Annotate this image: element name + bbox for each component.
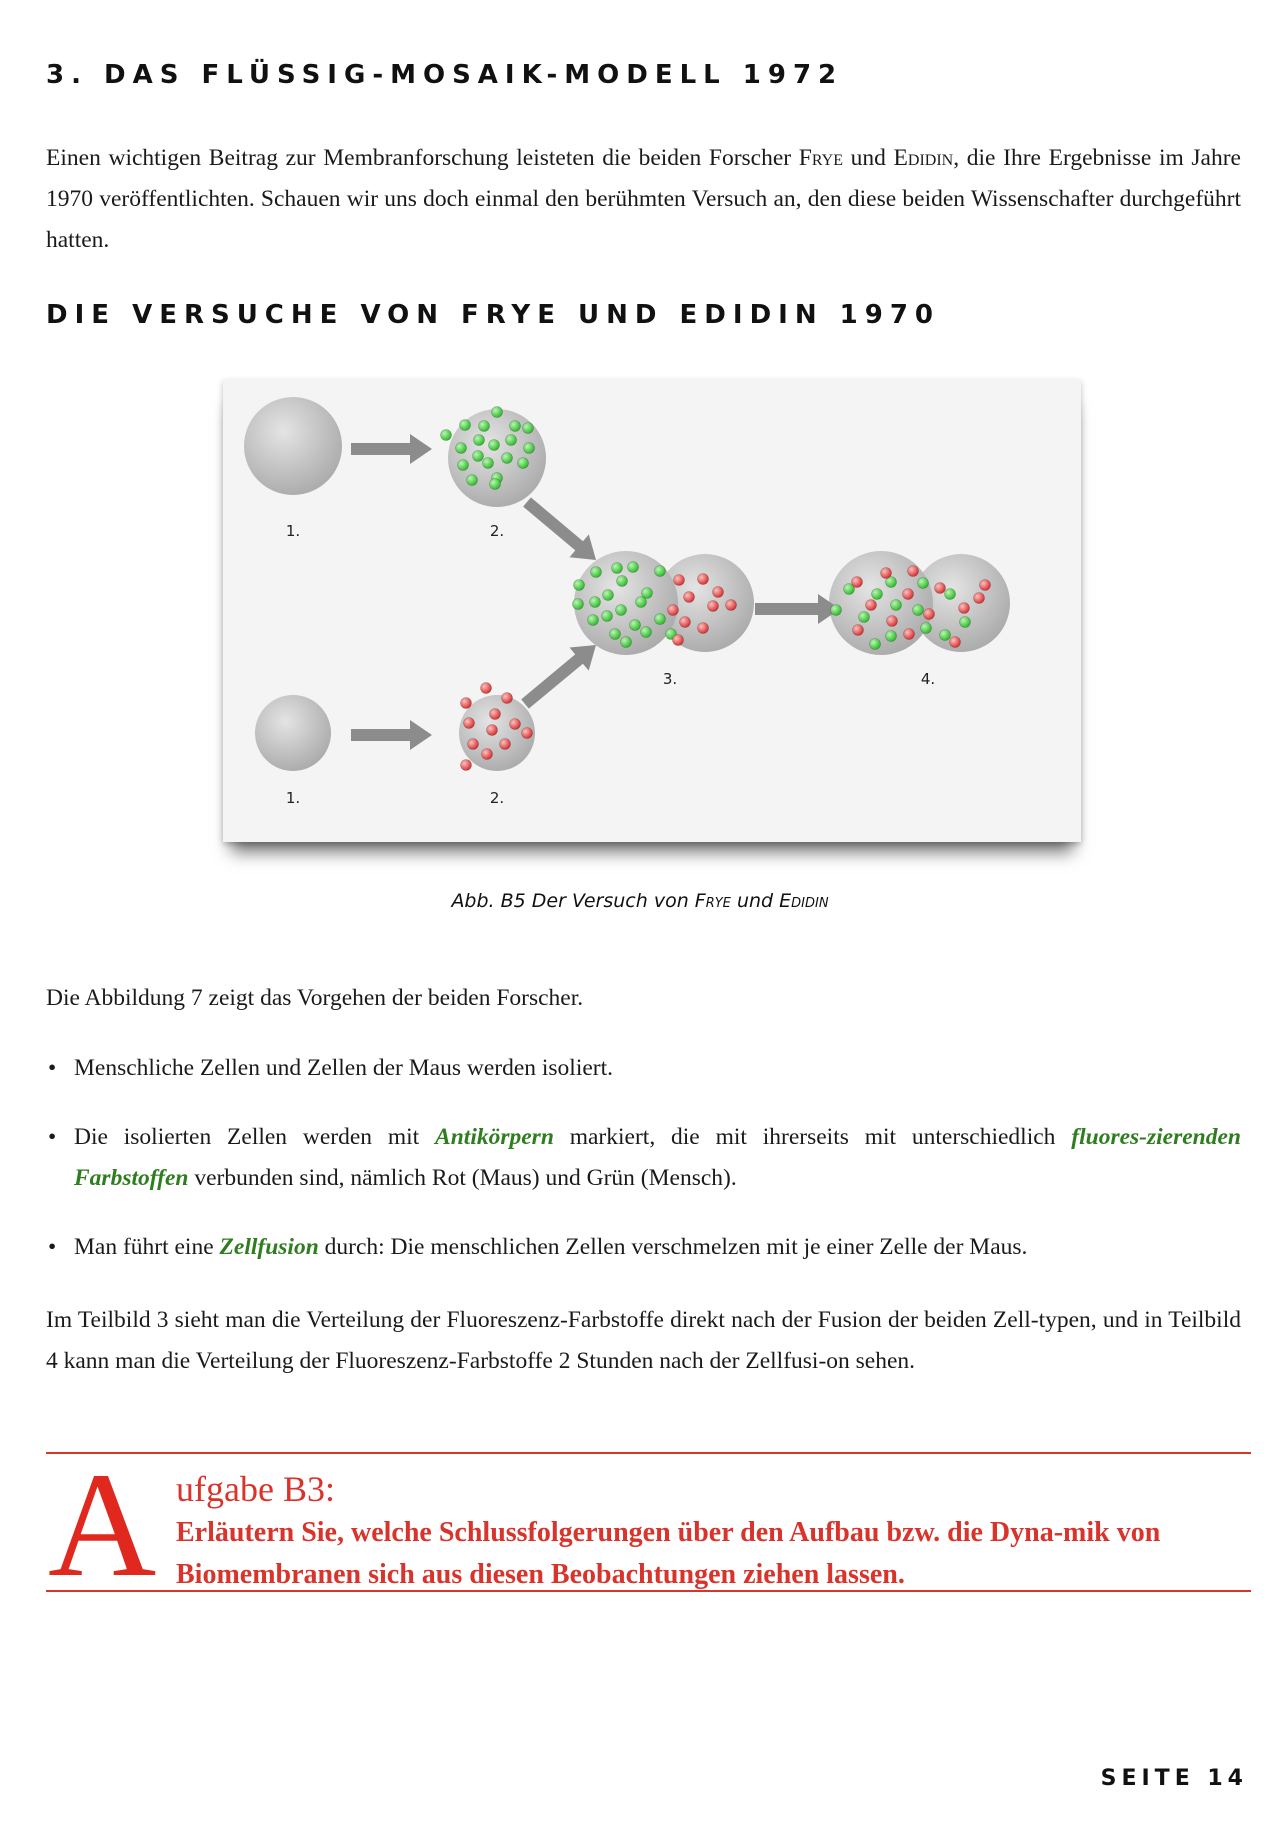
marker-red [853, 625, 864, 636]
marker-green [458, 460, 469, 471]
results-paragraph: Im Teilbild 3 sieht man die Verteilung der Fluoreszenz-Farbstoffe direkt nach der Fusion der beiden Zell-typen, und in Teilbild 4 kann man die Verteilung der Fluoreszenz-Farbstoffe 2 Stunden nach der Zellfusi-on sehen. [46, 1307, 1241, 1374]
list-item: • Die isolierten Zellen werden mit Antikörpern markiert, die mit ihrerseits mit unterschiedlich fluores-zierenden Farbstoffen verbunden sind, nämlich Rot (Maus) und Grün (Mensch). [48, 1124, 1241, 1191]
marker-red [881, 568, 892, 579]
marker-red [713, 587, 724, 598]
marker-red [481, 683, 492, 694]
marker-red [461, 698, 472, 709]
marker-green [870, 639, 881, 650]
arrow-1-to-2-bottom [351, 720, 432, 750]
marker-red [959, 603, 970, 614]
term-cell-fusion: Zellfusion [219, 1234, 319, 1260]
term-antibodies: Antikörpern [435, 1124, 554, 1150]
figure-reference-paragraph: Die Abbildung 7 zeigt das Vorgehen der beiden Forscher. [46, 985, 584, 1011]
marker-green [524, 443, 535, 454]
marker-green [617, 576, 628, 587]
marker-green [490, 479, 501, 490]
marker-green [655, 566, 666, 577]
label-cell-2-bottom: 2. [489, 789, 505, 807]
marker-red [904, 629, 915, 640]
marker-green [616, 605, 627, 616]
marker-green [872, 589, 883, 600]
marker-red [684, 592, 695, 603]
marker-red [510, 719, 521, 730]
marker-green [630, 620, 641, 631]
task-text: Erläutern Sie, welche Schlussfolgerungen über den Aufbau bzw. die Dyna-mik von Biomembranen sich aus diesen Beobachtungen ziehen lassen. [176, 1517, 1161, 1590]
marker-green [573, 599, 584, 610]
marker-green [918, 578, 929, 589]
marker-red [726, 600, 737, 611]
marker-green [523, 423, 534, 434]
marker-green [492, 407, 503, 418]
marker-red [674, 575, 685, 586]
cell-fused-final-left [829, 551, 933, 655]
marker-red [903, 589, 914, 600]
marker-red [668, 605, 679, 616]
marker-green [886, 631, 897, 642]
marker-red [464, 718, 475, 729]
marker-red [974, 593, 985, 604]
arrow-2-to-3-top [523, 497, 596, 560]
marker-green [621, 637, 632, 648]
experiment-diagram [223, 380, 1081, 842]
marker-red [698, 574, 709, 585]
marker-red [708, 601, 719, 612]
author-edidin: Edidin [893, 145, 954, 171]
marker-green [602, 611, 613, 622]
marker-green [641, 627, 652, 638]
marker-green [510, 421, 521, 432]
marker-green [590, 597, 601, 608]
marker-green [489, 440, 500, 451]
label-cell-3: 3. [662, 670, 678, 688]
marker-green [612, 563, 623, 574]
marker-green [467, 475, 478, 486]
marker-green [628, 562, 639, 573]
marker-green [588, 615, 599, 626]
label-cell-2-top: 2. [489, 522, 505, 540]
label-cell-1-bottom: 1. [285, 789, 301, 807]
marker-green [506, 435, 517, 446]
arrow-1-to-2-top [351, 434, 432, 464]
label-cell-4: 4. [920, 670, 936, 688]
marker-red [461, 760, 472, 771]
procedure-list [46, 1048, 1241, 1296]
marker-green [921, 623, 932, 634]
marker-red [502, 693, 513, 704]
figure-caption: Abb. B5 Der Versuch von Frye und Edidin [451, 890, 829, 912]
subheading: DIE VERSUCHE VON FRYE UND EDIDIN 1970 [46, 300, 940, 330]
experiment-figure [223, 380, 1081, 842]
marker-red [866, 600, 877, 611]
marker-green [636, 597, 647, 608]
list-item: • Man führt eine Zellfusion durch: Die menschlichen Zellen verschmelzen mit je einer Zelle der Maus. [48, 1234, 1028, 1260]
marker-red [482, 749, 493, 760]
marker-red [950, 637, 961, 648]
marker-red [500, 739, 511, 750]
marker-green [940, 630, 951, 641]
marker-green [591, 567, 602, 578]
marker-red [908, 566, 919, 577]
task-title: ufgabe B3: [176, 1469, 335, 1509]
marker-green [655, 614, 666, 625]
page-number: SEITE 14 [1100, 1766, 1248, 1791]
marker-green [913, 605, 924, 616]
marker-red [673, 635, 684, 646]
marker-red [698, 623, 709, 634]
marker-red [487, 725, 498, 736]
term-fluorescent-dyes: fluores-zierenden Farbstoffen [74, 1124, 1241, 1191]
marker-green [473, 451, 484, 462]
marker-green [474, 435, 485, 446]
marker-green [610, 629, 621, 640]
marker-red [887, 616, 898, 627]
marker-red [490, 709, 501, 720]
marker-green [831, 605, 842, 616]
intro-paragraph: Einen wichtigen Beitrag zur Membranforschung leisteten die beiden Forscher Frye und Edidin, die Ihre Ergebnisse im Jahre 1970 veröffentlichten. Schauen wir uns doch einmal den berühmten Versuch an, den diese beiden Wissenschafter durchgeführt hatten. [46, 145, 1241, 253]
label-cell-1-top: 1. [285, 522, 301, 540]
marker-red [680, 617, 691, 628]
marker-red [468, 739, 479, 750]
marker-red [924, 609, 935, 620]
cell-mouse [255, 695, 331, 771]
marker-red [980, 580, 991, 591]
marker-green [460, 420, 471, 431]
marker-green [441, 430, 452, 441]
marker-green [603, 590, 614, 601]
marker-green [960, 617, 971, 628]
section-title: 3. DAS FLÜSSIG-MOSAIK-MODELL 1972 [46, 60, 844, 90]
marker-green [859, 612, 870, 623]
marker-green [456, 443, 467, 454]
cell-human [244, 397, 342, 495]
arrow-2-to-3-bottom [521, 645, 596, 709]
marker-green [574, 580, 585, 591]
marker-green [891, 600, 902, 611]
marker-red [935, 583, 946, 594]
marker-green [479, 421, 490, 432]
marker-green [502, 453, 513, 464]
marker-green [483, 458, 494, 469]
marker-green [518, 458, 529, 469]
marker-green [945, 589, 956, 600]
task-initial: A [48, 1442, 157, 1608]
marker-red [522, 728, 533, 739]
list-item: • Menschliche Zellen und Zellen der Maus werden isoliert. [48, 1055, 614, 1081]
marker-red [852, 577, 863, 588]
author-frye: Frye [798, 145, 843, 171]
task-box [46, 1442, 1251, 1608]
arrow-3-to-4 [755, 594, 840, 624]
